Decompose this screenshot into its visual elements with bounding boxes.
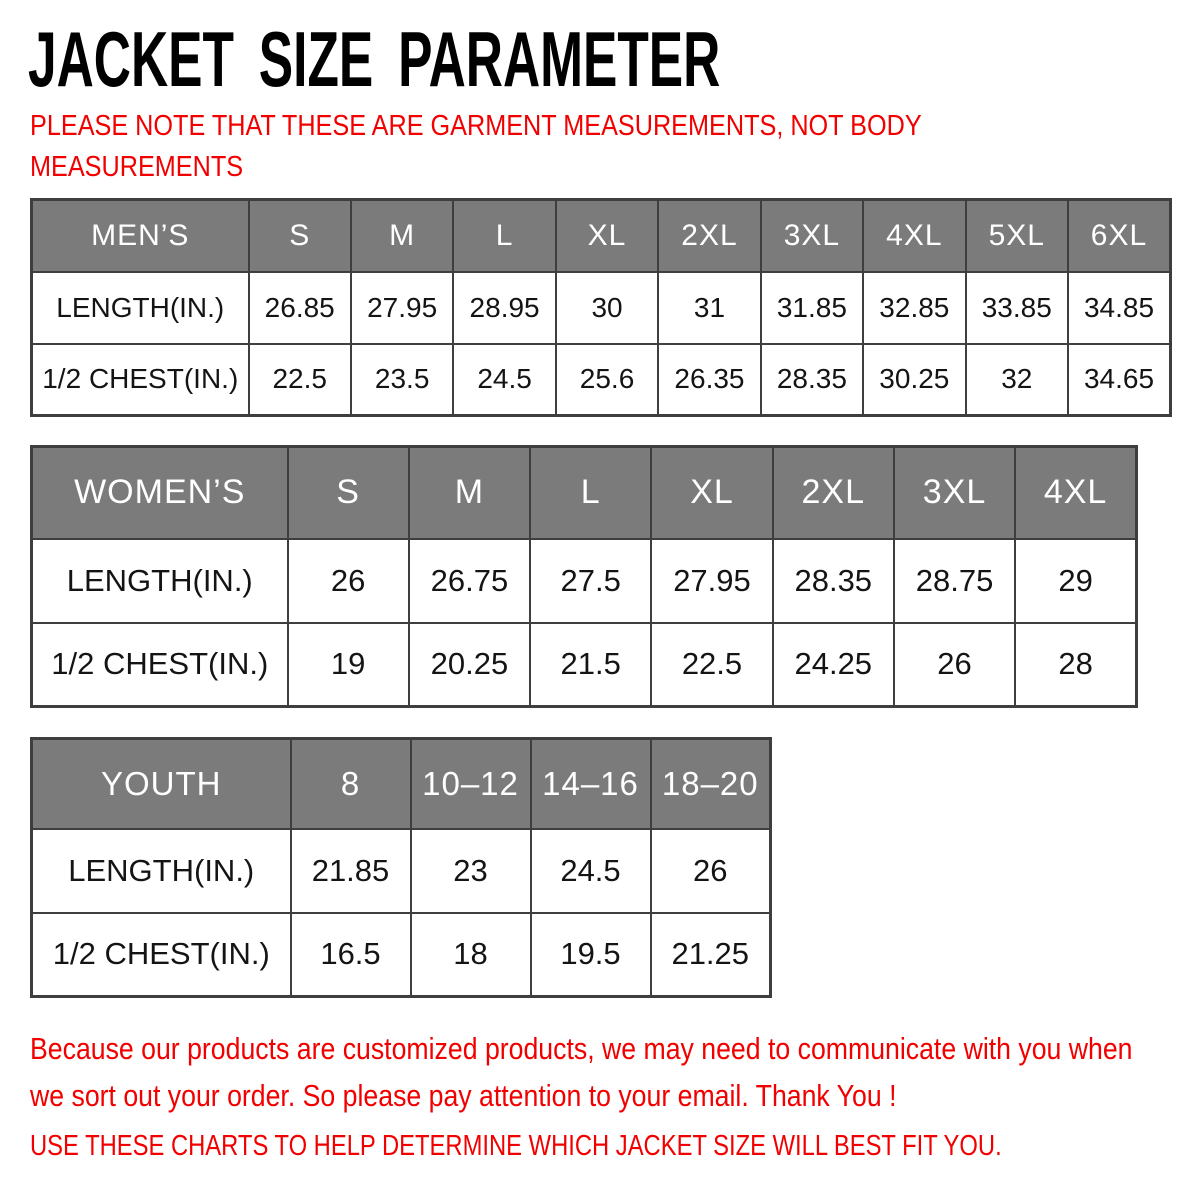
mens-size-column-header: S	[249, 200, 351, 272]
measurement-cell: 31	[658, 272, 760, 344]
youth-size-column-header: 14–16	[531, 739, 651, 829]
mens-table-title-cell: MEN’S	[32, 200, 249, 272]
row-label-cell: 1/2 CHEST(IN.)	[32, 913, 291, 997]
mens-table-row	[32, 272, 1171, 344]
measurement-cell: 26	[288, 539, 409, 623]
youth-table-row	[32, 913, 771, 997]
measurement-cell: 19.5	[531, 913, 651, 997]
measurement-cell: 27.95	[351, 272, 453, 344]
mens-size-column-header: 3XL	[761, 200, 863, 272]
page-title: JACKET SIZE PARAMETER	[28, 15, 721, 103]
measurement-cell: 34.65	[1068, 344, 1171, 416]
measurement-cell: 31.85	[761, 272, 863, 344]
womens-size-column-header: 3XL	[894, 447, 1015, 539]
youth-table-title-cell: YOUTH	[32, 739, 291, 829]
measurement-cell: 27.5	[530, 539, 651, 623]
womens-size-column-header: 2XL	[773, 447, 894, 539]
youth-size-table	[30, 737, 772, 998]
mens-size-column-header: L	[453, 200, 555, 272]
mens-size-column-header: XL	[556, 200, 658, 272]
youth-size-column-header: 18–20	[651, 739, 771, 829]
measurement-cell: 18	[411, 913, 531, 997]
womens-table-title-cell: WOMEN’S	[32, 447, 288, 539]
measurement-cell: 24.5	[531, 829, 651, 913]
youth-size-column-header: 10–12	[411, 739, 531, 829]
measurement-cell: 30	[556, 272, 658, 344]
mens-size-column-header: 4XL	[863, 200, 965, 272]
womens-size-table	[30, 445, 1138, 708]
measurement-cell: 22.5	[249, 344, 351, 416]
row-label-cell: LENGTH(IN.)	[32, 272, 249, 344]
row-label-cell: 1/2 CHEST(IN.)	[32, 344, 249, 416]
measurement-cell: 24.5	[453, 344, 555, 416]
measurement-cell: 26	[651, 829, 771, 913]
measurement-cell: 28.95	[453, 272, 555, 344]
measurement-cell: 28.35	[773, 539, 894, 623]
measurement-cell: 28.75	[894, 539, 1015, 623]
mens-table-row	[32, 344, 1171, 416]
measurement-cell: 32	[966, 344, 1068, 416]
mens-size-column-header: 2XL	[658, 200, 760, 272]
row-label-cell: LENGTH(IN.)	[32, 829, 291, 913]
measurement-cell: 30.25	[863, 344, 965, 416]
measurement-cell: 33.85	[966, 272, 1068, 344]
measurement-cell: 24.25	[773, 623, 894, 707]
womens-size-column-header: S	[288, 447, 409, 539]
measurement-cell: 26.85	[249, 272, 351, 344]
measurement-cell: 22.5	[651, 623, 772, 707]
womens-table-row	[32, 539, 1137, 623]
measurement-cell: 16.5	[291, 913, 411, 997]
customization-footer-note: Because our products are customized products, we may need to communicate with you when we sort out your order. So please pay attention to your email. Thank You !	[30, 1031, 1133, 1113]
measurement-cell: 28	[1015, 623, 1136, 707]
chart-usage-instruction: USE THESE CHARTS TO HELP DETERMINE WHICH JACKET SIZE WILL BEST FIT YOU.	[30, 1130, 1002, 1162]
mens-size-column-header: 6XL	[1068, 200, 1171, 272]
garment-measurement-note: PLEASE NOTE THAT THESE ARE GARMENT MEASUREMENTS, NOT BODY MEASUREMENTS	[30, 110, 922, 184]
measurement-cell: 19	[288, 623, 409, 707]
mens-size-column-header: M	[351, 200, 453, 272]
womens-table-row	[32, 623, 1137, 707]
measurement-cell: 28.35	[761, 344, 863, 416]
measurement-cell: 27.95	[651, 539, 772, 623]
measurement-cell: 32.85	[863, 272, 965, 344]
measurement-cell: 25.6	[556, 344, 658, 416]
youth-size-column-header: 8	[291, 739, 411, 829]
youth-table-row	[32, 829, 771, 913]
measurement-cell: 29	[1015, 539, 1136, 623]
measurement-cell: 26	[894, 623, 1015, 707]
womens-size-column-header: XL	[651, 447, 772, 539]
row-label-cell: LENGTH(IN.)	[32, 539, 288, 623]
measurement-cell: 26.35	[658, 344, 760, 416]
row-label-cell: 1/2 CHEST(IN.)	[32, 623, 288, 707]
measurement-cell: 21.85	[291, 829, 411, 913]
measurement-cell: 21.5	[530, 623, 651, 707]
mens-size-table	[30, 198, 1172, 417]
measurement-cell: 23.5	[351, 344, 453, 416]
measurement-cell: 21.25	[651, 913, 771, 997]
measurement-cell: 23	[411, 829, 531, 913]
mens-size-column-header: 5XL	[966, 200, 1068, 272]
measurement-cell: 20.25	[409, 623, 530, 707]
measurement-cell: 26.75	[409, 539, 530, 623]
womens-size-column-header: 4XL	[1015, 447, 1136, 539]
measurement-cell: 34.85	[1068, 272, 1171, 344]
womens-size-column-header: L	[530, 447, 651, 539]
womens-size-column-header: M	[409, 447, 530, 539]
